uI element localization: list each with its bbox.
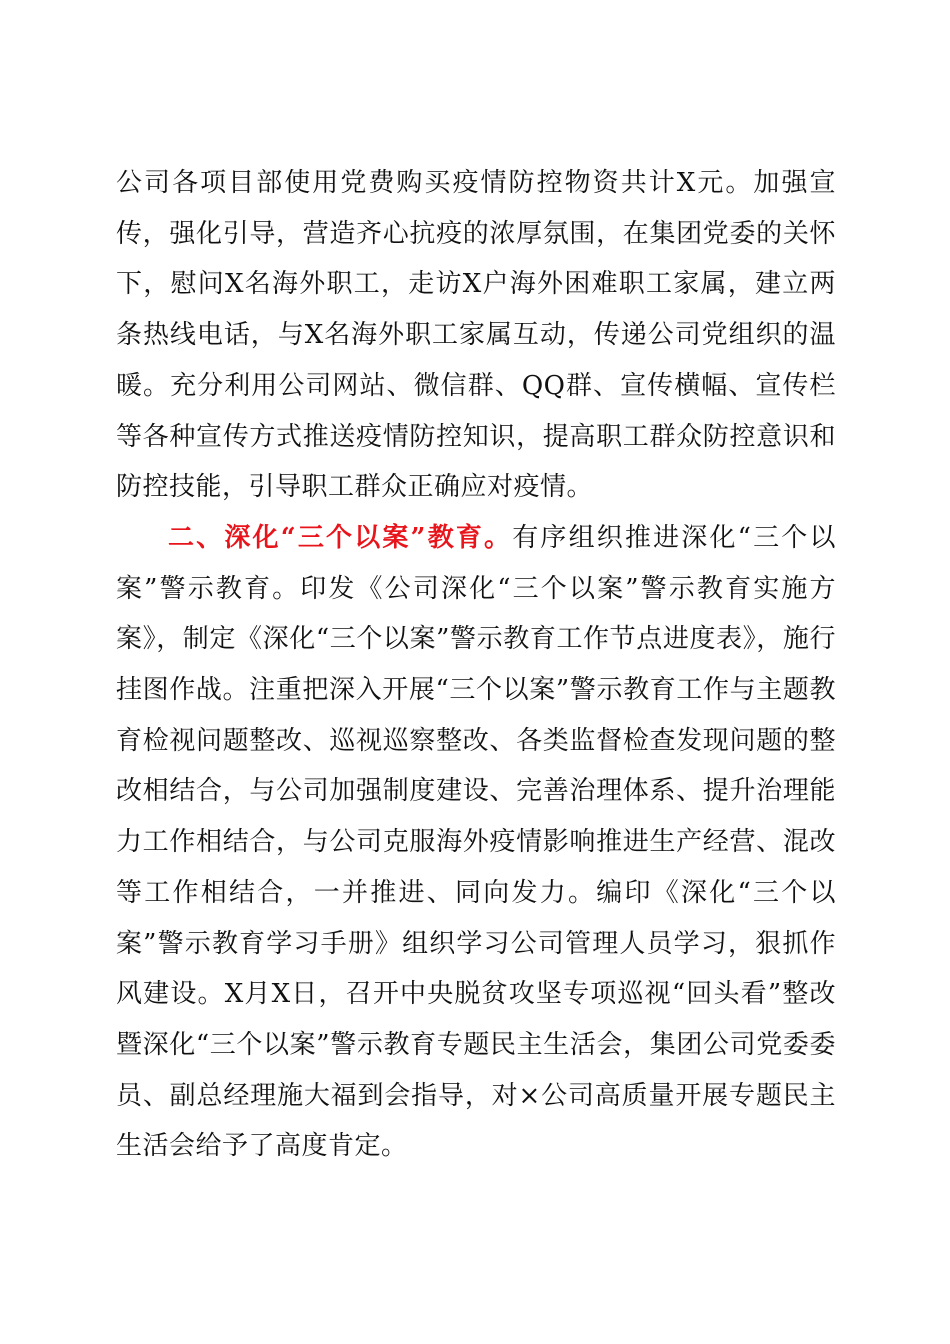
paragraph-continuation: 公司各项目部使用党费购买疫情防控物资共计X元。加强宣传，强化引导，营造齐心抗疫的浓厚氛围，在集团党委的关怀下，慰问X名海外职工，走访X户海外困难职工家属，建立两条热线电话，与X名海外职工家属互动，传递公司党组织的温暖。充分利用公司网站、微信群、QQ群、宣传横幅、宣传栏等各种宣传方式推送疫情防控知识，提高职工群众防控意识和防控技能，引导职工群众正确应对疫情。: [116, 168, 836, 503]
section-2-body: 有序组织推进深化“三个以案”警示教育。印发《公司深化“三个以案”警示教育实施方案》，制定《深化“三个以案”警示教育工作节点进度表》，施行挂图作战。注重把深入开展“三个以案”警示教育工作与主题教育检视问题整改、巡视巡察整改、各类监督检查发现问题的整改相结合，与公司加强制度建设、完善治理体系、提升治理能力工作相结合，与公司克服海外疫情影响推进生产经营、混改等工作相结合，一并推进、同向发力。编印《深化“三个以案”警示教育学习手册》组织学习公司管理人员学习，狠抓作风建设。X月X日，召开中央脱贫攻坚专项巡视“回头看”整改暨深化“三个以案”警示教育专题民主生活会，集团公司党委委员、副总经理施大福到会指导，对×公司高质量开展专题民主生活会给予了高度肯定。: [116, 522, 836, 1162]
document-page: [116, 158, 836, 1172]
paragraph-section-2: [116, 513, 836, 1172]
section-2-heading: 二、深化“三个以案”教育。: [168, 522, 513, 553]
